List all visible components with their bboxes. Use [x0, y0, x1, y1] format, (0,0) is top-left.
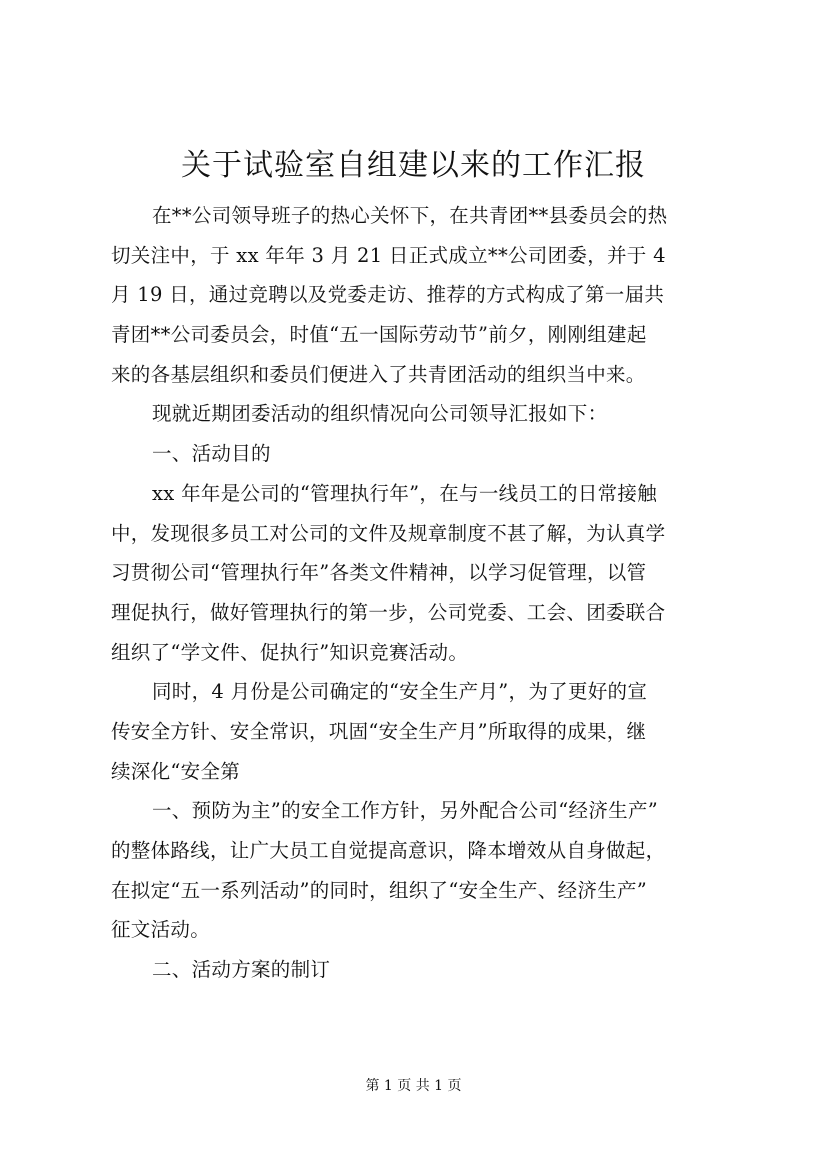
text-line: 一、预防为主”的安全工作方针，另外配合公司“经济生产”	[152, 799, 659, 823]
text-line: 的整体路线，让广大员工自觉提高意识，降本增效从自身做起，	[111, 839, 666, 862]
text-line: 同时，4 月份是公司确定的“安全生产月”，为了更好的宣	[152, 680, 648, 704]
section-heading: 二、活动方案的制订	[152, 958, 331, 982]
text-line: 来的各基层组织和委员们便进入了共青团活动的组织当中来。	[111, 362, 646, 386]
text-line: 组织了“学文件、促执行”知识竞赛活动。	[111, 640, 469, 664]
text-line: xx 年年是公司的“管理执行年”，在与一线员工的日常接触	[152, 481, 658, 505]
text-line: 在拟定“五一系列活动”的同时，组织了“安全生产、经济生产”	[111, 878, 648, 902]
text-line: 传安全方针、安全常识，巩固“安全生产月”所取得的成果，继	[111, 719, 647, 743]
document-title: 关于试验室自组建以来的工作汇报	[181, 148, 646, 183]
text-line: 续深化“安全第	[111, 759, 241, 783]
text-line: 切关注中，于 xx 年年 3 月 21 日正式成立**公司团委，并于 4	[111, 243, 666, 267]
text-line: 习贯彻公司“管理执行年”各类文件精神，以学习促管理，以管	[111, 561, 647, 585]
text-line: 月 19 日，通过竞聘以及党委走访、推荐的方式构成了第一届共	[111, 283, 665, 307]
page-footer: 第 1 页 共 1 页	[365, 1078, 462, 1094]
document-body	[111, 196, 725, 990]
text-line: 青团**公司委员会，时值“五一国际劳动节”前夕，刚刚组建起	[111, 323, 647, 347]
text-line: 理促执行，做好管理执行的第一步，公司党委、工会、团委联合	[111, 600, 666, 624]
text-line: 征文活动。	[111, 918, 211, 942]
text-line: 在**公司领导班子的热心关怀下，在共青团**县委员会的热	[152, 204, 668, 227]
section-heading: 一、活动目的	[152, 442, 271, 466]
text-line: 现就近期团委活动的组织情况向公司领导汇报如下：	[152, 402, 608, 426]
text-line: 中，发现很多员工对公司的文件及规章制度不甚了解，为认真学	[111, 521, 666, 545]
